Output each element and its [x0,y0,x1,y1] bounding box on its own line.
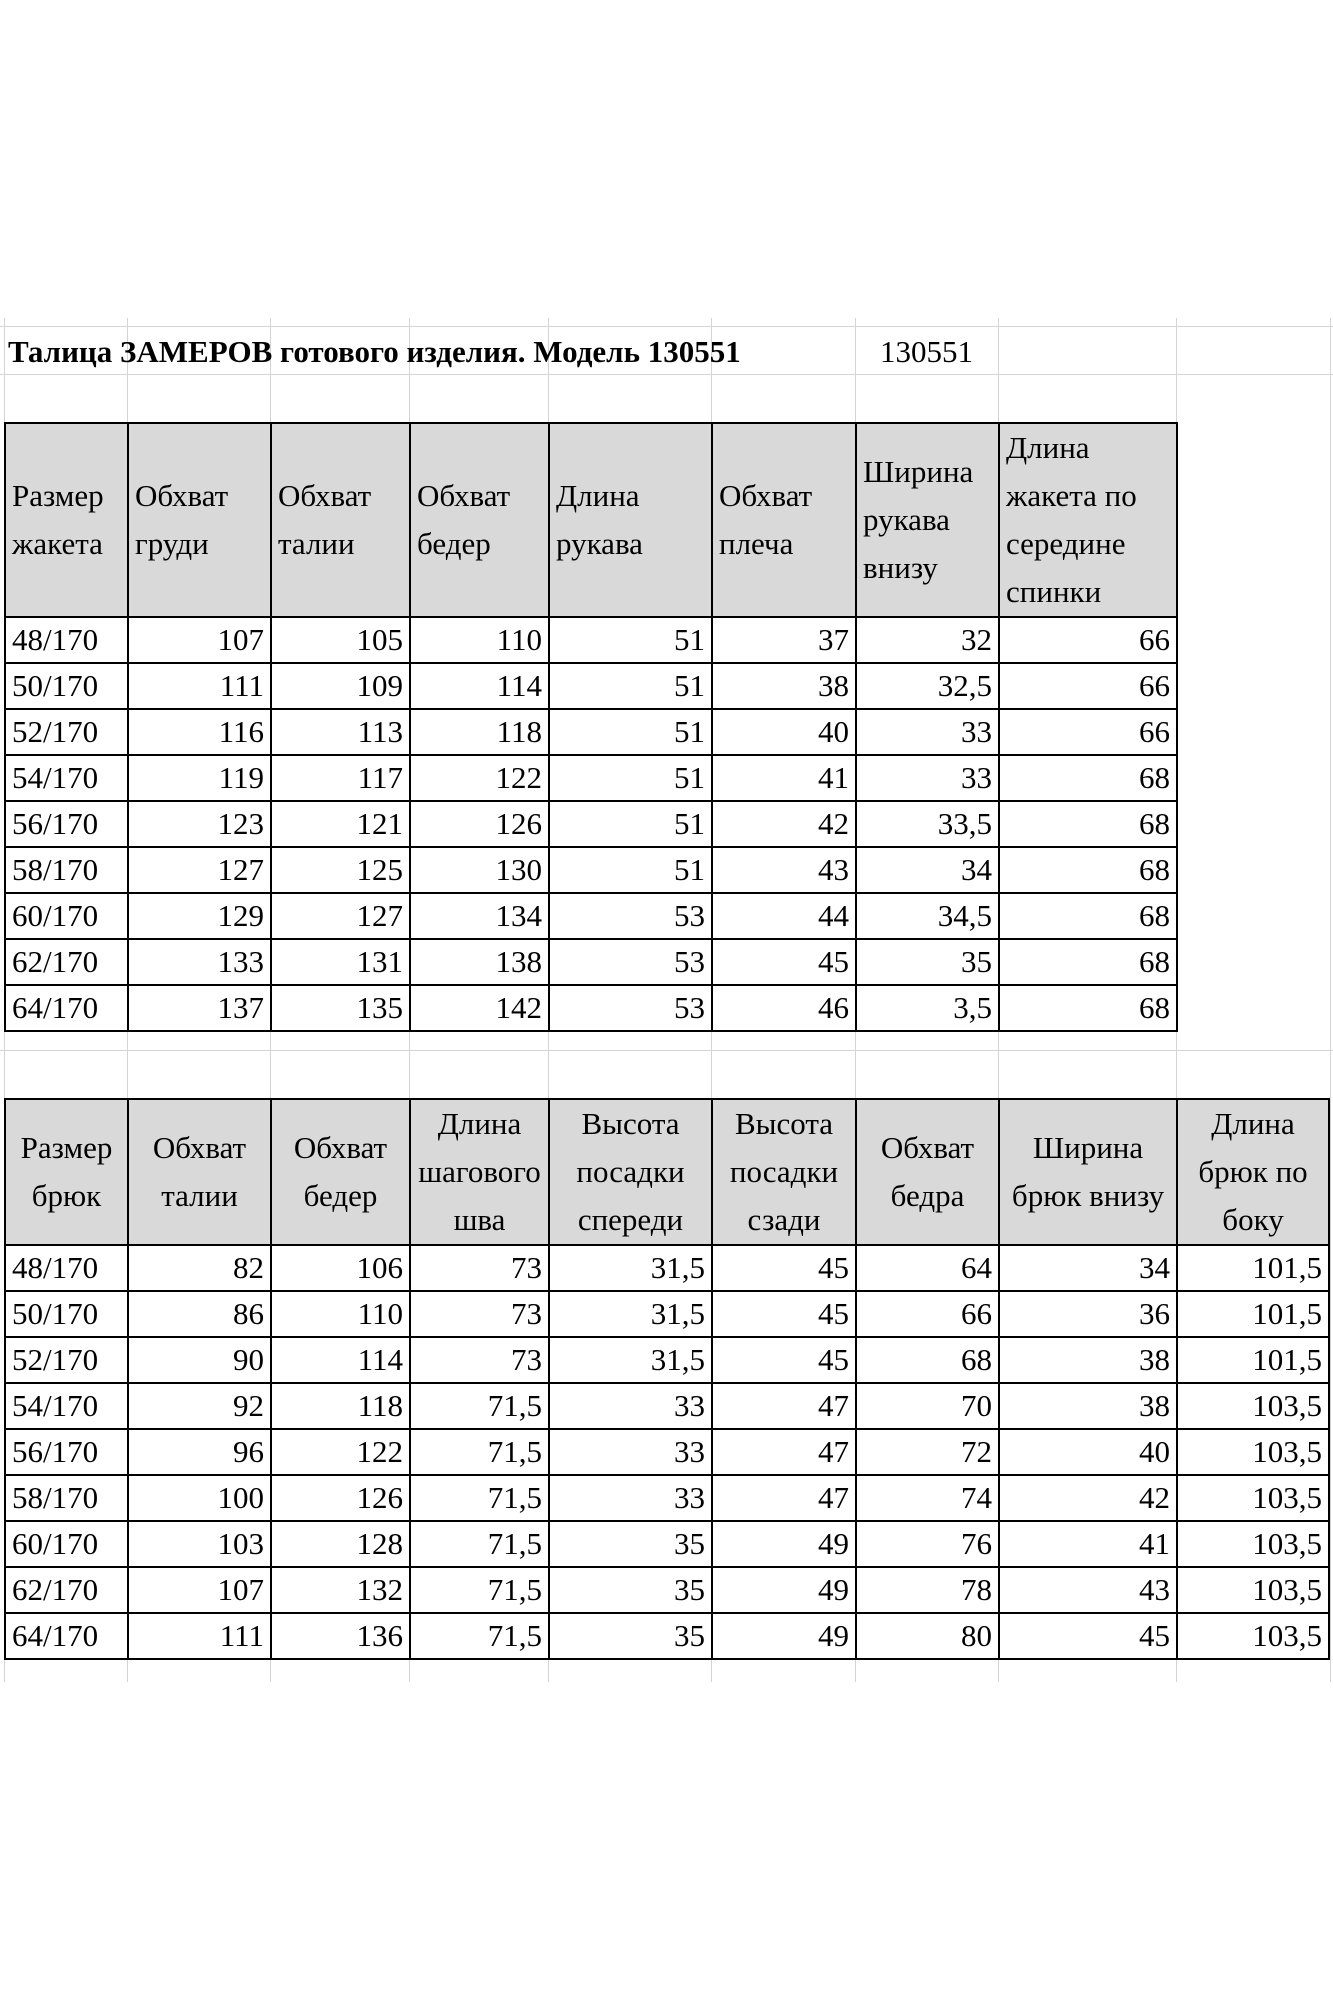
value-cell[interactable]: 122 [271,1429,410,1475]
header-cell[interactable]: Обхват талии [271,423,410,617]
value-cell[interactable]: 103,5 [1177,1429,1329,1475]
header-cell[interactable]: Высота посадки сзади [712,1099,856,1245]
value-cell[interactable]: 103,5 [1177,1521,1329,1567]
value-cell[interactable]: 43 [712,847,856,893]
header-cell[interactable]: Ширина брюк внизу [999,1099,1177,1245]
value-cell[interactable]: 101,5 [1177,1245,1329,1291]
value-cell[interactable]: 34 [856,847,999,893]
value-cell[interactable]: 103,5 [1177,1383,1329,1429]
value-cell[interactable]: 123 [128,801,271,847]
value-cell[interactable]: 129 [128,893,271,939]
table-row [5,1567,1329,1613]
value-cell[interactable]: 118 [271,1383,410,1429]
value-cell[interactable]: 111 [128,663,271,709]
value-cell[interactable]: 31,5 [549,1245,712,1291]
value-cell[interactable]: 135 [271,985,410,1031]
size-cell[interactable]: 54/170 [5,1383,128,1429]
header-cell[interactable]: Обхват талии [128,1099,271,1245]
value-cell[interactable]: 53 [549,893,712,939]
value-cell[interactable]: 68 [999,755,1177,801]
value-cell[interactable]: 71,5 [410,1383,549,1429]
header-cell[interactable]: Длина жакета по середине спинки [999,423,1177,617]
value-cell[interactable]: 109 [271,663,410,709]
trousers-measurements-table [4,1098,1330,1660]
value-cell[interactable]: 49 [712,1613,856,1659]
table-row [5,709,1177,755]
size-cell[interactable]: 58/170 [5,1475,128,1521]
value-cell[interactable]: 68 [999,801,1177,847]
value-cell[interactable]: 107 [128,617,271,663]
header-cell[interactable]: Высота посадки спереди [549,1099,712,1245]
value-cell[interactable]: 41 [999,1521,1177,1567]
value-cell[interactable]: 33 [856,709,999,755]
value-cell[interactable]: 42 [712,801,856,847]
value-cell[interactable]: 80 [856,1613,999,1659]
header-cell[interactable]: Обхват груди [128,423,271,617]
value-cell[interactable]: 35 [856,939,999,985]
value-cell[interactable]: 82 [128,1245,271,1291]
value-cell[interactable]: 33,5 [856,801,999,847]
table-row [5,1337,1329,1383]
size-cell[interactable]: 48/170 [5,617,128,663]
value-cell[interactable]: 106 [271,1245,410,1291]
value-cell[interactable]: 122 [410,755,549,801]
value-cell[interactable]: 45 [712,1337,856,1383]
value-cell[interactable]: 119 [128,755,271,801]
value-cell[interactable]: 45 [712,1291,856,1337]
value-cell[interactable]: 114 [271,1337,410,1383]
value-cell[interactable]: 110 [271,1291,410,1337]
value-cell[interactable]: 86 [128,1291,271,1337]
value-cell[interactable]: 138 [410,939,549,985]
value-cell[interactable]: 103,5 [1177,1613,1329,1659]
value-cell[interactable]: 90 [128,1337,271,1383]
value-cell[interactable]: 76 [856,1521,999,1567]
jacket-header-row [5,423,1177,617]
header-cell[interactable]: Обхват бедер [410,423,549,617]
header-cell[interactable]: Обхват бедра [856,1099,999,1245]
size-cell[interactable]: 52/170 [5,1337,128,1383]
spreadsheet [0,318,1333,1682]
table-row [5,1245,1329,1291]
value-cell[interactable]: 114 [410,663,549,709]
value-cell[interactable]: 73 [410,1337,549,1383]
value-cell[interactable]: 134 [410,893,549,939]
value-cell[interactable]: 74 [856,1475,999,1521]
value-cell[interactable]: 40 [999,1429,1177,1475]
value-cell[interactable]: 71,5 [410,1475,549,1521]
value-cell[interactable]: 68 [999,847,1177,893]
sheet-title[interactable]: Талица ЗАМЕРОВ готового изделия. Модель 130551 [8,334,741,369]
value-cell[interactable]: 101,5 [1177,1337,1329,1383]
table-row [5,985,1177,1031]
value-cell[interactable]: 68 [999,939,1177,985]
value-cell[interactable]: 125 [271,847,410,893]
value-cell[interactable]: 72 [856,1429,999,1475]
header-cell[interactable]: Размер жакета [5,423,128,617]
value-cell[interactable]: 64 [856,1245,999,1291]
value-cell[interactable]: 38 [999,1337,1177,1383]
value-cell[interactable]: 38 [999,1383,1177,1429]
value-cell[interactable]: 118 [410,709,549,755]
size-cell[interactable]: 54/170 [5,755,128,801]
value-cell[interactable]: 45 [712,939,856,985]
model-number[interactable]: 130551 [880,334,973,369]
value-cell[interactable]: 31,5 [549,1291,712,1337]
value-cell[interactable]: 44 [712,893,856,939]
value-cell[interactable]: 51 [549,663,712,709]
value-cell[interactable]: 34 [999,1245,1177,1291]
value-cell[interactable]: 66 [999,617,1177,663]
table-row [5,1429,1329,1475]
value-cell[interactable]: 110 [410,617,549,663]
value-cell[interactable]: 32,5 [856,663,999,709]
header-cell[interactable]: Ширина рукава внизу [856,423,999,617]
value-cell[interactable]: 35 [549,1613,712,1659]
size-cell[interactable]: 64/170 [5,1613,128,1659]
header-cell[interactable]: Длина рукава [549,423,712,617]
value-cell[interactable]: 71,5 [410,1429,549,1475]
value-cell[interactable]: 73 [410,1245,549,1291]
gridline [0,326,1333,327]
value-cell[interactable]: 130 [410,847,549,893]
value-cell[interactable]: 137 [128,985,271,1031]
value-cell[interactable]: 111 [128,1613,271,1659]
value-cell[interactable]: 66 [999,709,1177,755]
value-cell[interactable]: 142 [410,985,549,1031]
value-cell[interactable]: 71,5 [410,1613,549,1659]
size-cell[interactable]: 48/170 [5,1245,128,1291]
size-cell[interactable]: 50/170 [5,1291,128,1337]
header-cell[interactable]: Обхват плеча [712,423,856,617]
jacket-measurements-table [4,422,1178,1032]
value-cell[interactable]: 105 [271,617,410,663]
value-cell[interactable]: 92 [128,1383,271,1429]
value-cell[interactable]: 113 [271,709,410,755]
value-cell[interactable]: 36 [999,1291,1177,1337]
value-cell[interactable]: 78 [856,1567,999,1613]
value-cell[interactable]: 71,5 [410,1567,549,1613]
value-cell[interactable]: 70 [856,1383,999,1429]
value-cell[interactable]: 35 [549,1521,712,1567]
value-cell[interactable]: 133 [128,939,271,985]
value-cell[interactable]: 34,5 [856,893,999,939]
value-cell[interactable]: 136 [271,1613,410,1659]
value-cell[interactable]: 51 [549,709,712,755]
value-cell[interactable]: 33 [549,1429,712,1475]
table-row [5,1613,1329,1659]
size-cell[interactable]: 56/170 [5,801,128,847]
value-cell[interactable]: 47 [712,1383,856,1429]
value-cell[interactable]: 68 [999,985,1177,1031]
value-cell[interactable]: 3,5 [856,985,999,1031]
value-cell[interactable]: 33 [549,1475,712,1521]
header-cell[interactable]: Длина шагового шва [410,1099,549,1245]
size-cell[interactable]: 52/170 [5,709,128,755]
value-cell[interactable]: 51 [549,801,712,847]
value-cell[interactable]: 131 [271,939,410,985]
value-cell[interactable]: 96 [128,1429,271,1475]
value-cell[interactable]: 107 [128,1567,271,1613]
value-cell[interactable]: 103,5 [1177,1475,1329,1521]
value-cell[interactable]: 37 [712,617,856,663]
value-cell[interactable]: 51 [549,617,712,663]
value-cell[interactable]: 126 [271,1475,410,1521]
value-cell[interactable]: 41 [712,755,856,801]
value-cell[interactable]: 101,5 [1177,1291,1329,1337]
value-cell[interactable]: 51 [549,847,712,893]
header-cell[interactable]: Длина брюк по боку [1177,1099,1329,1245]
value-cell[interactable]: 71,5 [410,1521,549,1567]
table-row [5,847,1177,893]
size-cell[interactable]: 50/170 [5,663,128,709]
table-row [5,1521,1329,1567]
size-cell[interactable]: 62/170 [5,939,128,985]
value-cell[interactable]: 45 [712,1245,856,1291]
gridline [1330,318,1331,1682]
value-cell[interactable]: 100 [128,1475,271,1521]
table-row [5,755,1177,801]
value-cell[interactable]: 45 [999,1613,1177,1659]
value-cell[interactable]: 132 [271,1567,410,1613]
size-cell[interactable]: 60/170 [5,893,128,939]
value-cell[interactable]: 66 [999,663,1177,709]
value-cell[interactable]: 53 [549,985,712,1031]
trousers-header-row [5,1099,1329,1245]
gridline [0,1050,1333,1051]
value-cell[interactable]: 38 [712,663,856,709]
table-row [5,893,1177,939]
value-cell[interactable]: 47 [712,1429,856,1475]
value-cell[interactable]: 33 [549,1383,712,1429]
value-cell[interactable]: 33 [856,755,999,801]
value-cell[interactable]: 126 [410,801,549,847]
value-cell[interactable]: 127 [271,893,410,939]
value-cell[interactable]: 32 [856,617,999,663]
value-cell[interactable]: 68 [999,893,1177,939]
size-cell[interactable]: 64/170 [5,985,128,1031]
table-row [5,939,1177,985]
table-row [5,801,1177,847]
value-cell[interactable]: 31,5 [549,1337,712,1383]
table-row [5,1475,1329,1521]
value-cell[interactable]: 51 [549,755,712,801]
value-cell[interactable]: 103,5 [1177,1567,1329,1613]
value-cell[interactable]: 47 [712,1475,856,1521]
value-cell[interactable]: 116 [128,709,271,755]
table-row [5,663,1177,709]
table-row [5,1383,1329,1429]
size-cell[interactable]: 58/170 [5,847,128,893]
value-cell[interactable]: 128 [271,1521,410,1567]
value-cell[interactable]: 35 [549,1567,712,1613]
value-cell[interactable]: 73 [410,1291,549,1337]
header-cell[interactable]: Размер брюк [5,1099,128,1245]
value-cell[interactable]: 127 [128,847,271,893]
value-cell[interactable]: 103 [128,1521,271,1567]
size-cell[interactable]: 62/170 [5,1567,128,1613]
value-cell[interactable]: 68 [856,1337,999,1383]
value-cell[interactable]: 40 [712,709,856,755]
value-cell[interactable]: 43 [999,1567,1177,1613]
value-cell[interactable]: 42 [999,1475,1177,1521]
header-cell[interactable]: Обхват бедер [271,1099,410,1245]
value-cell[interactable]: 53 [549,939,712,985]
table-row [5,617,1177,663]
table-row [5,1291,1329,1337]
value-cell[interactable]: 121 [271,801,410,847]
value-cell[interactable]: 66 [856,1291,999,1337]
value-cell[interactable]: 46 [712,985,856,1031]
value-cell[interactable]: 49 [712,1567,856,1613]
size-cell[interactable]: 60/170 [5,1521,128,1567]
value-cell[interactable]: 49 [712,1521,856,1567]
size-cell[interactable]: 56/170 [5,1429,128,1475]
value-cell[interactable]: 117 [271,755,410,801]
